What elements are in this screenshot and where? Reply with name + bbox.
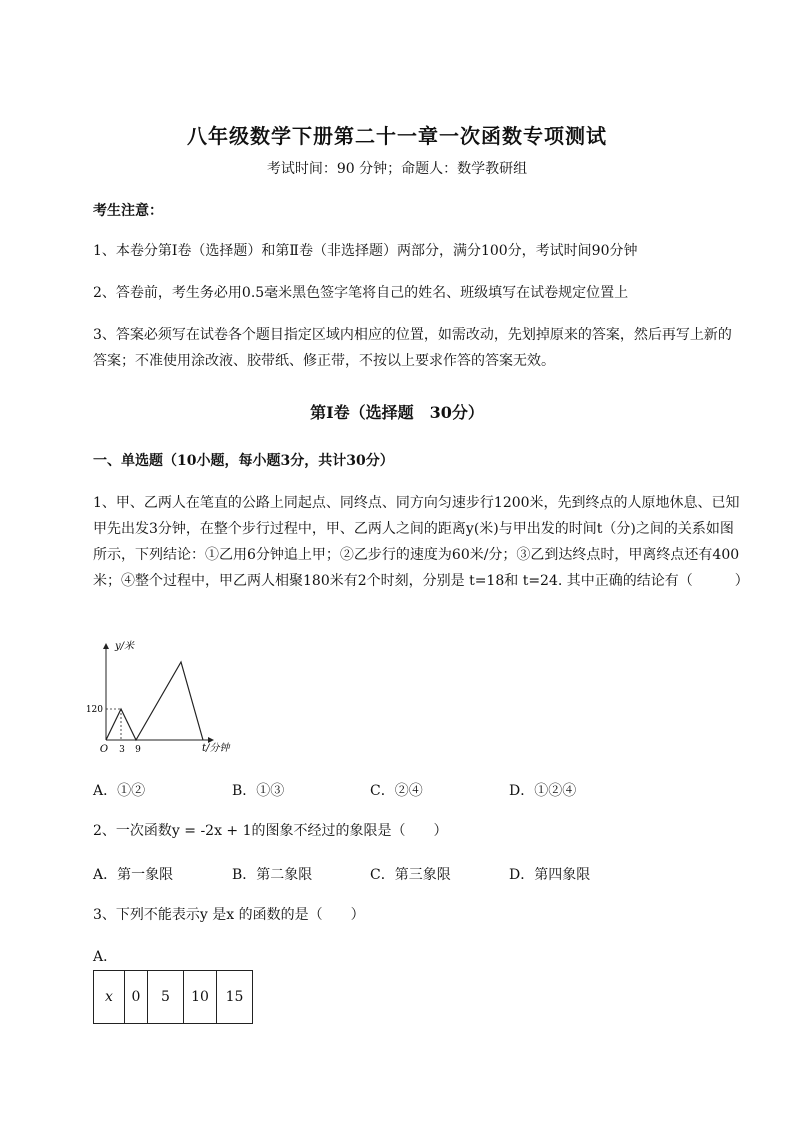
table-cell: 0 [125, 971, 148, 1024]
table-cell: 5 [148, 971, 184, 1024]
question-1-graph [85, 632, 258, 757]
question-2-text: 2、一次函数y = -2x + 1的图象不经过的象限是（ ） [93, 823, 448, 839]
q1-option-b[interactable]: B．①③ [232, 783, 285, 799]
question-3-text: 3、下列不能表示y 是x 的函数的是（ ） [93, 907, 365, 923]
q3-option-a-label[interactable]: A． [93, 949, 118, 965]
table-cell: 15 [217, 971, 253, 1024]
notice-heading: 考生注意： [93, 203, 163, 219]
q3-option-a-table [93, 970, 253, 1024]
y-tick-120: 120 [85, 705, 103, 715]
exam-subtitle: 考试时间：90 分钟；命题人：数学教研组 [266, 161, 528, 177]
x-axis-label: t/分钟 [202, 743, 230, 754]
q2-option-d[interactable]: D．第四象限 [509, 867, 591, 883]
q2-option-c[interactable]: C．第三象限 [370, 867, 451, 883]
q1-option-d[interactable]: D．①②④ [509, 783, 577, 799]
table-row [94, 971, 253, 1024]
q1-option-c[interactable]: C．②④ [370, 783, 423, 799]
exam-title: 八年级数学下册第二十一章一次函数专项测试 [187, 124, 607, 148]
notice-item-3: 3、答案必须写在试卷各个题目指定区域内相应的位置，如需改动，先划掉原来的答案，然后再写上新的答案；不准使用涂改液、胶带纸、修正带，不按以上要求作答的答案无效。 [93, 327, 732, 369]
table-cell: 10 [184, 971, 217, 1024]
y-axis-label: y/米 [115, 641, 135, 652]
x-tick-3: 3 [119, 745, 125, 755]
notice-item-1: 1、本卷分第Ⅰ卷（选择题）和第Ⅱ卷（非选择题）两部分，满分100分，考试时间90分钟 [93, 243, 638, 259]
x-tick-9: 9 [135, 745, 141, 755]
part1-heading: 第Ⅰ卷（选择题 30分） [310, 403, 484, 422]
question-1-text: 1、甲、乙两人在笔直的公路上同起点、同终点、同方向匀速步行1200米，先到终点的人原地休息、已知甲先出发3分钟，在整个步行过程中，甲、乙两人之间的距离y(米)与甲出发的时间t（分)之间的关系如图所示，下列结论：①乙用6分钟追上甲；②乙步行的速度为60米/分；③乙到达终点时，甲离终点还有400米；④整个过程中，甲乙两人相聚180米有2个时刻，分别是 t=18和 t=24. 其中正确的结论有（ ） [93, 495, 749, 589]
q1-option-a[interactable]: A．①② [93, 783, 146, 799]
table-header-cell: x [94, 971, 125, 1024]
q2-option-b[interactable]: B．第二象限 [232, 867, 313, 883]
section-title: 一、单选题（10小题，每小题3分，共计30分） [93, 453, 394, 469]
q2-option-a[interactable]: A．第一象限 [93, 867, 174, 883]
notice-item-2: 2、答卷前，考生务必用0.5毫米黑色签字笔将自己的姓名、班级填写在试卷规定位置上 [93, 285, 629, 301]
origin-label: O [99, 744, 109, 755]
distance-curve [106, 662, 203, 740]
